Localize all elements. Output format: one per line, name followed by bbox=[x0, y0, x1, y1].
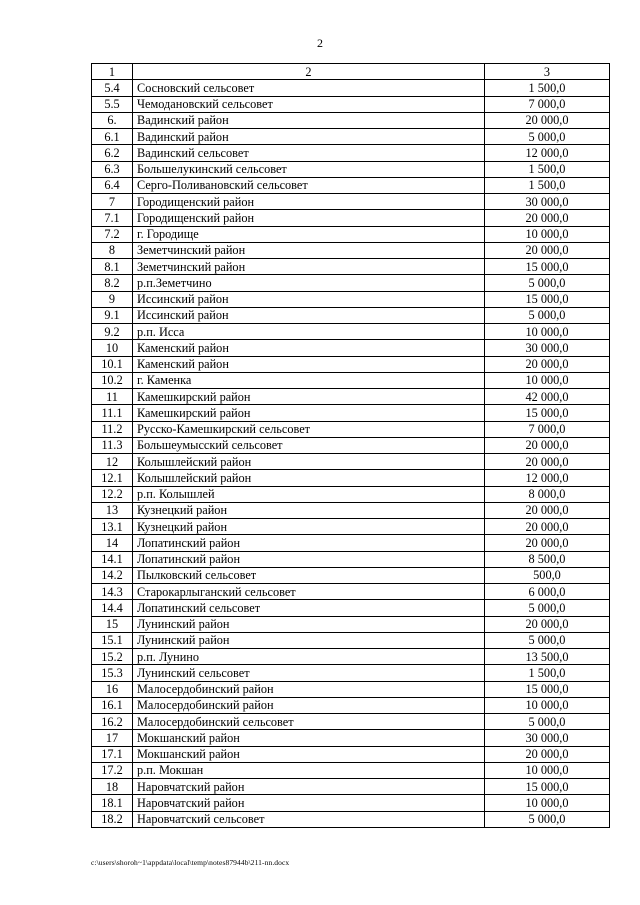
row-amount-cell: 8 000,0 bbox=[485, 486, 610, 502]
row-index-cell: 6.3 bbox=[92, 161, 133, 177]
row-amount-cell: 5 000,0 bbox=[485, 129, 610, 145]
table-row bbox=[92, 665, 610, 681]
row-amount-cell: 12 000,0 bbox=[485, 145, 610, 161]
table-row bbox=[92, 746, 610, 762]
row-name-cell: Иссинский район bbox=[133, 291, 485, 307]
row-amount-cell: 10 000,0 bbox=[485, 372, 610, 388]
row-index-cell: 5.4 bbox=[92, 80, 133, 96]
row-name-cell: Колышлейский район bbox=[133, 454, 485, 470]
row-amount-cell: 5 000,0 bbox=[485, 275, 610, 291]
row-name-cell: Вадинский район bbox=[133, 112, 485, 128]
row-amount-cell: 20 000,0 bbox=[485, 112, 610, 128]
table-row bbox=[92, 616, 610, 632]
row-index-cell: 15.3 bbox=[92, 665, 133, 681]
table-row bbox=[92, 307, 610, 323]
row-name-cell: г. Каменка bbox=[133, 372, 485, 388]
row-index-cell: 11 bbox=[92, 389, 133, 405]
row-name-cell: Мокшанский район bbox=[133, 730, 485, 746]
row-amount-cell: 42 000,0 bbox=[485, 389, 610, 405]
row-name-cell: р.п. Исса bbox=[133, 324, 485, 340]
table-row bbox=[92, 194, 610, 210]
row-index-cell: 12.1 bbox=[92, 470, 133, 486]
allocation-table bbox=[91, 63, 610, 828]
table-row bbox=[92, 324, 610, 340]
row-index-cell: 9.1 bbox=[92, 307, 133, 323]
row-amount-cell: 20 000,0 bbox=[485, 454, 610, 470]
table-header-row bbox=[92, 64, 610, 80]
row-index-cell: 14.2 bbox=[92, 567, 133, 583]
row-name-cell: г. Городище bbox=[133, 226, 485, 242]
row-index-cell: 12.2 bbox=[92, 486, 133, 502]
row-index-cell: 11.2 bbox=[92, 421, 133, 437]
table-row bbox=[92, 177, 610, 193]
row-amount-cell: 6 000,0 bbox=[485, 584, 610, 600]
row-name-cell: Лунинский сельсовет bbox=[133, 665, 485, 681]
row-amount-cell: 20 000,0 bbox=[485, 535, 610, 551]
row-index-cell: 17.1 bbox=[92, 746, 133, 762]
row-index-cell: 6.4 bbox=[92, 177, 133, 193]
row-name-cell: Лунинский район bbox=[133, 616, 485, 632]
row-index-cell: 7 bbox=[92, 194, 133, 210]
table-row bbox=[92, 226, 610, 242]
row-name-cell: Пылковский сельсовет bbox=[133, 567, 485, 583]
row-amount-cell: 7 000,0 bbox=[485, 96, 610, 112]
header-cell-amount: 3 bbox=[485, 64, 610, 80]
row-amount-cell: 5 000,0 bbox=[485, 307, 610, 323]
row-amount-cell: 5 000,0 bbox=[485, 811, 610, 827]
row-amount-cell: 15 000,0 bbox=[485, 291, 610, 307]
row-name-cell: Иссинский район bbox=[133, 307, 485, 323]
row-name-cell: Русско-Камешкирский сельсовет bbox=[133, 421, 485, 437]
row-amount-cell: 10 000,0 bbox=[485, 226, 610, 242]
row-name-cell: Камешкирский район bbox=[133, 389, 485, 405]
row-amount-cell: 20 000,0 bbox=[485, 356, 610, 372]
table-row bbox=[92, 567, 610, 583]
row-index-cell: 11.1 bbox=[92, 405, 133, 421]
table-row bbox=[92, 421, 610, 437]
table-row bbox=[92, 551, 610, 567]
table-row bbox=[92, 779, 610, 795]
row-name-cell: Лопатинский сельсовет bbox=[133, 600, 485, 616]
table-row bbox=[92, 80, 610, 96]
row-index-cell: 14.4 bbox=[92, 600, 133, 616]
row-amount-cell: 20 000,0 bbox=[485, 746, 610, 762]
row-name-cell: Камешкирский район bbox=[133, 405, 485, 421]
row-name-cell: Вадинский сельсовет bbox=[133, 145, 485, 161]
table-row bbox=[92, 259, 610, 275]
table-row bbox=[92, 730, 610, 746]
row-name-cell: р.п. Лунино bbox=[133, 649, 485, 665]
row-amount-cell: 5 000,0 bbox=[485, 600, 610, 616]
row-name-cell: Лунинский район bbox=[133, 632, 485, 648]
table-row bbox=[92, 291, 610, 307]
row-name-cell: Колышлейский район bbox=[133, 470, 485, 486]
row-index-cell: 14 bbox=[92, 535, 133, 551]
row-amount-cell: 15 000,0 bbox=[485, 681, 610, 697]
table-row bbox=[92, 697, 610, 713]
table-row bbox=[92, 470, 610, 486]
table-row bbox=[92, 145, 610, 161]
row-name-cell: Большелукинский сельсовет bbox=[133, 161, 485, 177]
row-index-cell: 13.1 bbox=[92, 519, 133, 535]
row-name-cell: Старокарлыганский сельсовет bbox=[133, 584, 485, 600]
table-row bbox=[92, 486, 610, 502]
row-name-cell: Малосердобинский район bbox=[133, 681, 485, 697]
row-name-cell: Наровчатский район bbox=[133, 779, 485, 795]
table-row bbox=[92, 437, 610, 453]
row-amount-cell: 1 500,0 bbox=[485, 665, 610, 681]
table-row bbox=[92, 502, 610, 518]
row-amount-cell: 5 000,0 bbox=[485, 632, 610, 648]
row-name-cell: Земетчинский район bbox=[133, 259, 485, 275]
row-index-cell: 7.1 bbox=[92, 210, 133, 226]
document-file-path: c:\users\shoroh~1\appdata\local\temp\notes87944b\211-nn.docx bbox=[91, 858, 290, 867]
row-name-cell: Лопатинский район bbox=[133, 535, 485, 551]
row-amount-cell: 1 500,0 bbox=[485, 161, 610, 177]
row-amount-cell: 7 000,0 bbox=[485, 421, 610, 437]
row-amount-cell: 10 000,0 bbox=[485, 697, 610, 713]
row-amount-cell: 20 000,0 bbox=[485, 210, 610, 226]
row-amount-cell: 20 000,0 bbox=[485, 502, 610, 518]
row-index-cell: 16.1 bbox=[92, 697, 133, 713]
table-row bbox=[92, 112, 610, 128]
row-index-cell: 8.1 bbox=[92, 259, 133, 275]
row-index-cell: 9.2 bbox=[92, 324, 133, 340]
row-amount-cell: 1 500,0 bbox=[485, 80, 610, 96]
row-name-cell: Мокшанский район bbox=[133, 746, 485, 762]
table-row bbox=[92, 632, 610, 648]
row-amount-cell: 10 000,0 bbox=[485, 795, 610, 811]
table-row bbox=[92, 340, 610, 356]
row-amount-cell: 500,0 bbox=[485, 567, 610, 583]
row-index-cell: 8.2 bbox=[92, 275, 133, 291]
row-amount-cell: 30 000,0 bbox=[485, 340, 610, 356]
row-amount-cell: 10 000,0 bbox=[485, 762, 610, 778]
row-index-cell: 14.1 bbox=[92, 551, 133, 567]
row-index-cell: 18.1 bbox=[92, 795, 133, 811]
table-row bbox=[92, 762, 610, 778]
table-row bbox=[92, 275, 610, 291]
row-index-cell: 8 bbox=[92, 242, 133, 258]
row-amount-cell: 12 000,0 bbox=[485, 470, 610, 486]
row-name-cell: р.п. Колышлей bbox=[133, 486, 485, 502]
row-name-cell: Сосновский сельсовет bbox=[133, 80, 485, 96]
table-row bbox=[92, 356, 610, 372]
table-row bbox=[92, 811, 610, 827]
row-name-cell: Кузнецкий район bbox=[133, 502, 485, 518]
table-row bbox=[92, 600, 610, 616]
row-name-cell: Каменский район bbox=[133, 340, 485, 356]
table-row bbox=[92, 129, 610, 145]
table-row bbox=[92, 389, 610, 405]
row-amount-cell: 20 000,0 bbox=[485, 437, 610, 453]
table-row bbox=[92, 519, 610, 535]
row-name-cell: Чемодановский сельсовет bbox=[133, 96, 485, 112]
row-amount-cell: 20 000,0 bbox=[485, 242, 610, 258]
row-index-cell: 10.1 bbox=[92, 356, 133, 372]
row-index-cell: 15.1 bbox=[92, 632, 133, 648]
row-amount-cell: 8 500,0 bbox=[485, 551, 610, 567]
row-amount-cell: 5 000,0 bbox=[485, 714, 610, 730]
table-row bbox=[92, 242, 610, 258]
row-index-cell: 16.2 bbox=[92, 714, 133, 730]
row-index-cell: 17.2 bbox=[92, 762, 133, 778]
row-index-cell: 18 bbox=[92, 779, 133, 795]
table-row bbox=[92, 795, 610, 811]
table-row bbox=[92, 210, 610, 226]
row-amount-cell: 20 000,0 bbox=[485, 616, 610, 632]
row-index-cell: 16 bbox=[92, 681, 133, 697]
row-name-cell: Земетчинский район bbox=[133, 242, 485, 258]
row-amount-cell: 30 000,0 bbox=[485, 730, 610, 746]
table-row bbox=[92, 681, 610, 697]
header-cell-index: 1 bbox=[92, 64, 133, 80]
row-index-cell: 11.3 bbox=[92, 437, 133, 453]
row-index-cell: 5.5 bbox=[92, 96, 133, 112]
row-name-cell: Серго-Поливановский сельсовет bbox=[133, 177, 485, 193]
row-name-cell: Городищенский район bbox=[133, 194, 485, 210]
row-index-cell: 18.2 bbox=[92, 811, 133, 827]
row-amount-cell: 1 500,0 bbox=[485, 177, 610, 193]
row-amount-cell: 15 000,0 bbox=[485, 259, 610, 275]
table-row bbox=[92, 584, 610, 600]
row-name-cell: Лопатинский район bbox=[133, 551, 485, 567]
row-index-cell: 13 bbox=[92, 502, 133, 518]
row-name-cell: Каменский район bbox=[133, 356, 485, 372]
row-name-cell: Наровчатский сельсовет bbox=[133, 811, 485, 827]
row-index-cell: 15 bbox=[92, 616, 133, 632]
row-name-cell: р.п. Мокшан bbox=[133, 762, 485, 778]
row-name-cell: Большеумысский сельсовет bbox=[133, 437, 485, 453]
table-row bbox=[92, 535, 610, 551]
row-amount-cell: 30 000,0 bbox=[485, 194, 610, 210]
row-index-cell: 14.3 bbox=[92, 584, 133, 600]
header-cell-name: 2 bbox=[133, 64, 485, 80]
table-row bbox=[92, 96, 610, 112]
table-row bbox=[92, 649, 610, 665]
table-row bbox=[92, 372, 610, 388]
row-index-cell: 10.2 bbox=[92, 372, 133, 388]
row-index-cell: 15.2 bbox=[92, 649, 133, 665]
row-index-cell: 10 bbox=[92, 340, 133, 356]
row-name-cell: Вадинский район bbox=[133, 129, 485, 145]
row-index-cell: 17 bbox=[92, 730, 133, 746]
table-row bbox=[92, 161, 610, 177]
row-index-cell: 9 bbox=[92, 291, 133, 307]
row-name-cell: Малосердобинский сельсовет bbox=[133, 714, 485, 730]
row-index-cell: 7.2 bbox=[92, 226, 133, 242]
table-row bbox=[92, 454, 610, 470]
row-index-cell: 12 bbox=[92, 454, 133, 470]
row-name-cell: Малосердобинский район bbox=[133, 697, 485, 713]
row-amount-cell: 13 500,0 bbox=[485, 649, 610, 665]
row-index-cell: 6.1 bbox=[92, 129, 133, 145]
row-index-cell: 6.2 bbox=[92, 145, 133, 161]
row-name-cell: Наровчатский район bbox=[133, 795, 485, 811]
row-amount-cell: 20 000,0 bbox=[485, 519, 610, 535]
row-name-cell: Городищенский район bbox=[133, 210, 485, 226]
page-number: 2 bbox=[317, 36, 323, 50]
row-name-cell: р.п.Земетчино bbox=[133, 275, 485, 291]
table-row bbox=[92, 405, 610, 421]
row-amount-cell: 15 000,0 bbox=[485, 405, 610, 421]
row-name-cell: Кузнецкий район bbox=[133, 519, 485, 535]
row-amount-cell: 10 000,0 bbox=[485, 324, 610, 340]
row-amount-cell: 15 000,0 bbox=[485, 779, 610, 795]
table-row bbox=[92, 714, 610, 730]
row-index-cell: 6. bbox=[92, 112, 133, 128]
